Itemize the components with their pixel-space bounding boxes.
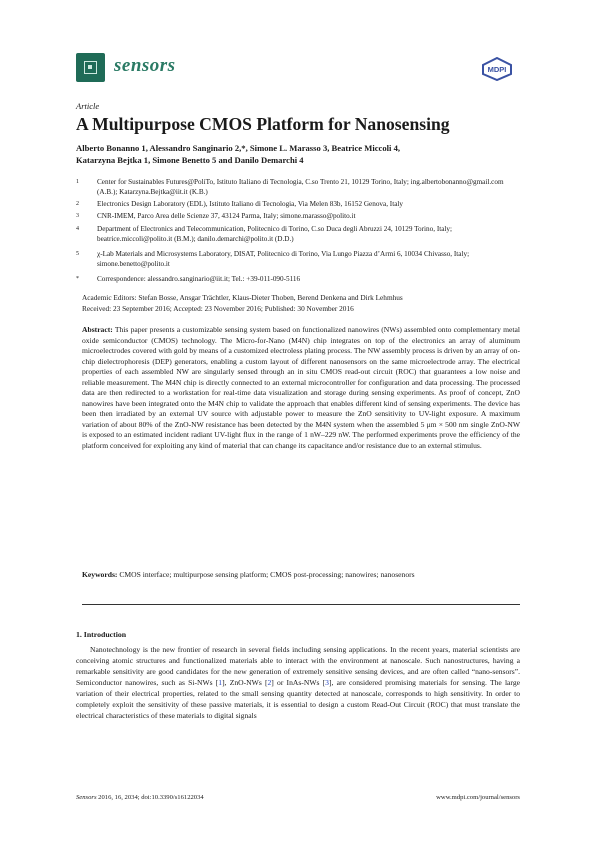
section-heading: 1. Introduction xyxy=(76,630,127,639)
affiliation-number: 4 xyxy=(76,226,79,232)
author-line-2: Katarzyna Bejtka 1, Simone Benetto 5 and Danilo Demarchi 4 xyxy=(76,154,304,165)
affiliation-number: 2 xyxy=(76,201,79,207)
footer-citation-text: 2016, 16, 2034; doi:10.3390/s16122034 xyxy=(98,794,204,801)
mdpi-logo-text: MDPI xyxy=(487,65,507,74)
affiliation-1 xyxy=(76,177,521,199)
keywords xyxy=(82,570,520,581)
intro-text-1: Nanotechnology is the new frontier of research in several fields including sensing applications. In the recent years, material scientists are conceiving atomic structures and functionalized materials able to interact with the environment at nanoscale. Such nanostructures, having a remarkable sensitivity are good candidates for the new generation of extremely sensitive sensing devices, and are often called “nano-sensors”. Semiconductor nanowires, such as Si-NWs [ xyxy=(76,645,520,687)
citation-link-1[interactable]: 1 xyxy=(218,678,223,687)
abstract xyxy=(82,325,520,451)
abstract-label: Abstract: xyxy=(82,325,113,334)
footer-journal: Sensors xyxy=(76,794,97,801)
footer-citation xyxy=(76,794,204,801)
affiliation-text: Department of Electronics and Telecommunication, Politecnico di Torino, C.so Duca degli Abruzzi 24, 10129 Torino, Italy; beatrice.miccoli@polito.it (B.M.); danilo.demarchi@polito.it (D.D.) xyxy=(97,225,452,243)
author-list xyxy=(76,143,516,166)
section-divider xyxy=(82,604,520,605)
publication-dates: Received: 23 September 2016; Accepted: 23 November 2016; Published: 30 November 2016 xyxy=(82,304,354,313)
journal-name: sensors xyxy=(114,55,176,76)
journal-logo xyxy=(76,53,105,82)
author-line-1: Alberto Bonanno 1, Alessandro Sanginario 2,*, Simone L. Marasso 3, Beatrice Miccoli 4, xyxy=(76,143,401,153)
keywords-label: Keywords: xyxy=(82,570,118,579)
article-type: Article xyxy=(76,101,100,111)
paper-title: A Multipurpose CMOS Platform for Nanosensing xyxy=(76,114,450,134)
affiliation-text: Center for Sustainables Futures@PoliTo, Istituto Italiano di Tecnologia, C.so Trento 21, 10129 Torino, Italy; ing.albertobonanno@gmail.com (A.B.); Katarzyna.Bejtka@iit.it (K.B.) xyxy=(97,178,504,196)
affiliation-number: 3 xyxy=(76,213,79,219)
affiliation-text: χ-Lab Materials and Microsystems Laboratory, DISAT, Politecnico di Torino, Via Lungo Piazza d’Armi 6, 10034 Chivasso, Italy; simone.benetto@polito.it xyxy=(97,250,470,268)
academic-editors: Academic Editors: Stefan Bosse, Ansgar Trächtler, Klaus-Dieter Thoben, Berend Denkena and Dirk Lehmhus xyxy=(82,293,403,302)
intro-text-3: ] or InAs-NWs [ xyxy=(271,678,326,687)
affiliation-number: 1 xyxy=(76,179,79,185)
affiliation-text: Electronics Design Laboratory (EDL), Istituto Italiano di Tecnologia, Via Melen 83b, 16152 Genova, Italy xyxy=(97,200,403,208)
affiliation-number: * xyxy=(76,276,79,282)
footer-url[interactable]: www.mdpi.com/journal/sensors xyxy=(436,794,520,801)
affiliation-text: CNR-IMEM, Parco Area delle Scienze 37, 43124 Parma, Italy; simone.marasso@polito.it xyxy=(97,212,356,220)
abstract-text: This paper presents a customizable sensing system based on functionalized nanowires (NWs) assembled onto complementary metal oxide semiconductor (CMOS) technology. The Micro-for-Nano (M4N) chip integrates on top of the electronics an array of aluminum microelectrodes covered with gold by means of a customized electroless plating process. The NW assembly process is driven by an array of on-chip dielectrophoresis (DEP) generators, enabling a custom layout of different nanosensors on the same microelectrode array. The electrical properties of each assembled NW are singularly sensed through an in situ CMOS read-out circuit (ROC) that guarantees a low noise and reliable measurement. The M4N chip is directly connected to an external microcontroller for configuration and data processing. The processed data are then redirected to a workstation for real-time data visualization and storage during sensing experiments. As proof of concept, ZnO nanowires have been integrated onto the M4N chip to validate the approach that enables different kind of sensing experiments. The device has been then irradiated by an external UV source with adjustable power to measure the ZnO sensitivity to UV-light exposure. A maximum variation of about 80% of the ZnO-NW resistance has been detected by the M4N system when the assembled 5 μm × 500 nm single ZnO-NW is exposed to an estimated incident radiant UV-light flux in the range of 1 nW–229 nW. The performed experiments prove the efficiency of the platform conceived for exploiting any kind of material that can change its capacitance and/or resistance due to an external stimulus. xyxy=(82,325,520,450)
affiliation-text: Correspondence: alessandro.sanginario@iit.it; Tel.: +39-011-090-5116 xyxy=(97,275,301,283)
mdpi-logo xyxy=(481,57,513,81)
introduction-paragraph xyxy=(76,644,520,721)
intro-text-2: ], ZnO-NWs [ xyxy=(222,678,268,687)
chip-icon xyxy=(84,61,97,74)
keywords-text: CMOS interface; multipurpose sensing platform; CMOS post-processing; nanowires; nanosenors xyxy=(119,570,415,579)
intro-text-4: ], are considered promising materials for sensing. The large variation of their electrical properties, related to the small sensing quantity detected at nanoscale, corresponds to high sensitivity. In order to completely exploit the sensitivity of these passive materials, it is essential to design a custom Read-Out Circuit (ROC) that must translate the electrical characteristics of these materials to digital signals xyxy=(76,678,520,720)
affiliation-number: 5 xyxy=(76,251,79,257)
citation-link-2[interactable]: 2 xyxy=(267,678,272,687)
citation-link-3[interactable]: 3 xyxy=(325,678,329,687)
